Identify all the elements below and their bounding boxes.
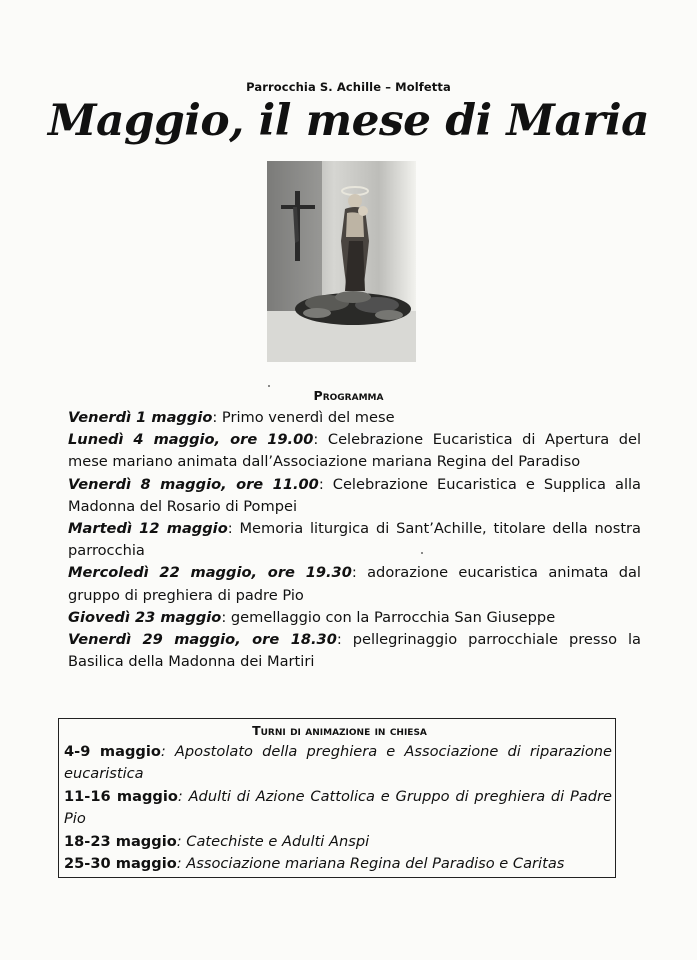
program-entry-text: : pellegrinaggio parrocchiale presso la Basilica della Madonna dei Martiri [68,631,642,671]
parish-name: Parrocchia S. Achille – Molfetta [246,80,451,94]
scan-speck [268,385,270,387]
program-entry [68,474,641,518]
program-entry-text: : Celebrazione Eucaristica di Apertura del mese mariano animata dall’Associazione mariana Regina del Paradiso [68,431,641,471]
turni-box [58,718,616,878]
program-entry-text: : adorazione eucaristica animata dal gruppo di preghiera di padre Pio [68,564,641,604]
program-entry-date: Lunedì 4 maggio, ore 19.00 [68,431,314,449]
madonna-statue-photo [267,161,416,362]
program-entry-text: : Celebrazione Eucaristica e Supplica alla Madonna del Rosario di Pompei [68,475,641,515]
program-entry [68,607,641,629]
turni-entry [64,853,615,875]
turni-entry-date: 18-23 maggio [64,832,177,850]
turni-entry-text: : Catechiste e Adulti Anspi [176,832,370,850]
turni-entry-text: : Apostolato della preghiera e Associazione di riparazione eucaristica [64,743,612,783]
program-entry-date: Martedì 12 maggio [68,520,228,538]
program-entry [68,429,641,473]
program-entry-text: : Primo venerdì del mese [212,409,395,426]
program-entry-date: Giovedì 23 maggio [68,608,222,626]
program-entry [68,518,641,562]
turni-entry-date: 11-16 maggio [64,787,178,805]
program-list [68,407,641,673]
turni-entry-date: 25-30 maggio [64,855,177,873]
turni-entry [64,786,615,831]
turni-entry-date: 4-9 maggio [64,743,161,760]
program-entry [68,562,641,606]
program-entry [68,407,641,429]
program-entry [68,629,641,673]
turni-entry-text: : Adulti di Azione Cattolica e Gruppo di preghiera di Padre Pio [64,787,613,828]
turni-heading: Turni di animazione in chiesa [252,723,427,738]
turni-entry [64,831,615,853]
program-entry-date: Mercoledì 22 maggio, ore 19.30 [68,564,352,582]
program-entry-date: Venerdì 29 maggio, ore 18.30 [68,631,337,649]
program-entry-text: : gemellaggio con la Parrocchia San Giuseppe [221,608,556,626]
page-title: Maggio, il mese di Maria [47,96,650,146]
program-entry-date: Venerdì 8 maggio, ore 11.00 [68,475,319,493]
program-entry-text: : Memoria liturgica di Sant’Achille, titolare della nostra parrocchia [68,520,641,560]
turni-entry [64,741,615,786]
scan-speck [421,552,423,554]
turni-entry-text: : Associazione mariana Regina del Paradiso e Caritas [176,855,565,873]
program-entry-date: Venerdì 1 maggio [68,409,213,426]
program-heading: Programma [313,388,384,403]
